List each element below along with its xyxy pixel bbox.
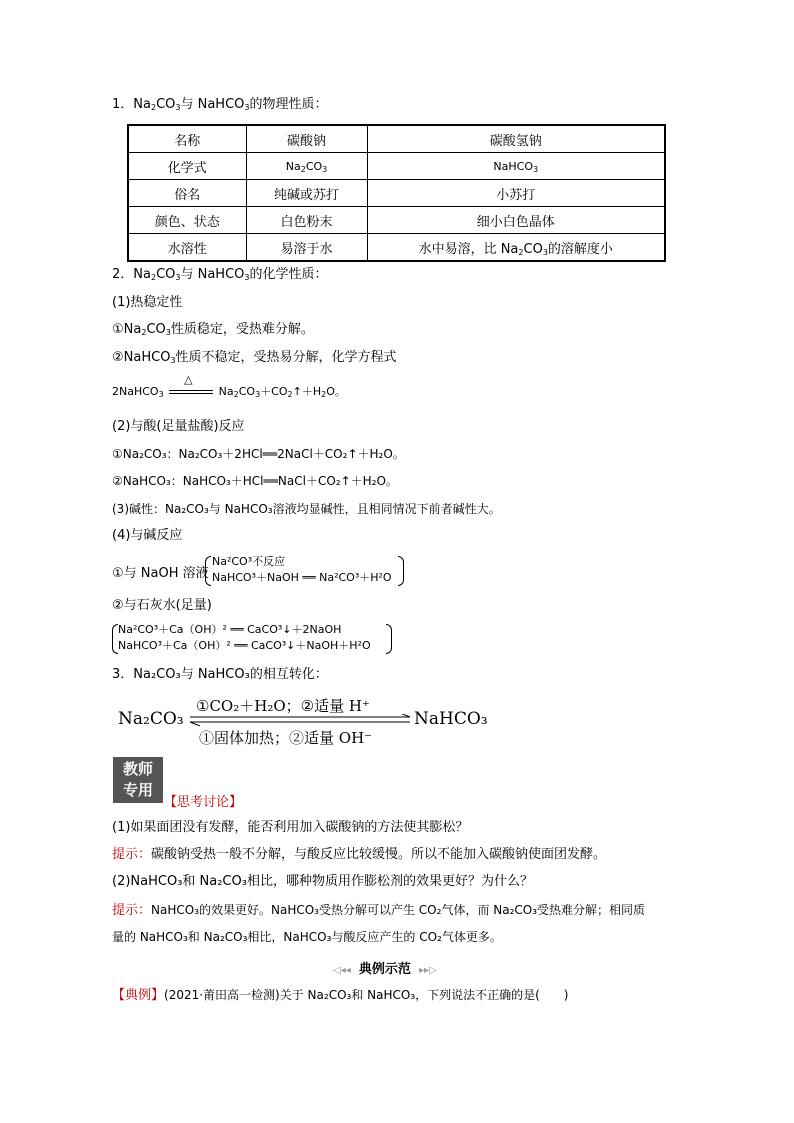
section-3-heading: 3．Na₂CO₃与 NaHCO₃的相互转化：: [112, 667, 328, 682]
table-row: [128, 180, 665, 207]
heat-condition-symbol: △: [184, 373, 193, 386]
badge-line-2: 专用: [122, 781, 153, 799]
heat-stability-title: (1)热稳定性: [112, 295, 183, 310]
naoh-reaction-1: Na²CO³不反应: [212, 555, 286, 568]
answer-2-line-2: 量的 NaHCO₃和 Na₂CO₃相比，NaHCO₃与酸反应产生的 CO₂气体更多。: [112, 930, 502, 944]
table-cell: 化学式: [128, 153, 246, 180]
hint-label: 提示：: [112, 903, 152, 918]
table-row: [128, 153, 665, 180]
table-cell: 易溶于水: [246, 234, 367, 262]
conversion-left: Na₂CO₃: [118, 709, 184, 729]
left-arrows-icon: ◁◂◂: [333, 965, 351, 976]
teacher-only-badge: [113, 757, 163, 803]
heat-line-2: ②NaHCO$_3$性质不稳定，受热易分解，化学方程式: [112, 350, 397, 365]
table-cell: 水溶性: [128, 234, 246, 262]
conversion-right: NaHCO₃: [414, 709, 488, 729]
example-line: 【典例】(2021·莆田高一检测)关于 Na₂CO₃和 NaHCO₃，下列说法不正确的是( ): [112, 988, 569, 1003]
table-cell: 细小白色晶体: [367, 207, 665, 234]
alkali-title: (4)与碱反应: [112, 528, 183, 543]
table-header-row: [128, 125, 665, 153]
table-row: [128, 207, 665, 234]
example-header: ◁◂◂ 典例示范 ▸▸▷: [333, 962, 437, 977]
table-header-cell: 碳酸钠: [246, 125, 367, 153]
naoh-reaction-2: NaHCO³＋NaOH ══ Na²CO³＋H²O: [212, 571, 392, 584]
equilibrium-arrow: [188, 714, 414, 726]
hint-label: 提示：: [112, 847, 152, 862]
table-cell: 水中易溶，比 $Na_2CO_3$的溶解度小: [367, 234, 665, 262]
table-cell: 纯碱或苏打: [246, 180, 367, 207]
table-cell: $Na_2CO_3$: [246, 153, 367, 180]
right-arrows-icon: ▸▸▷: [419, 965, 437, 976]
table-cell: 俗名: [128, 180, 246, 207]
conversion-top-condition: ①CO₂＋H₂O；②适量 H⁺: [196, 697, 370, 715]
naoh-brace-left: [205, 556, 211, 586]
lime-label: ②与石灰水(足量): [112, 598, 212, 613]
table-row: [128, 234, 665, 262]
heat-condition-arrow: [167, 373, 215, 398]
acid-line-1: ①Na₂CO₃：Na₂CO₃＋2HCl══2NaCl＋CO₂↑＋H₂O。: [112, 447, 405, 461]
table-cell: 小苏打: [367, 180, 665, 207]
discussion-tag: 【思考讨论】: [164, 795, 243, 810]
example-tag: 【典例】: [112, 988, 165, 1003]
acid-title: (2)与酸(足量盐酸)反应: [112, 419, 245, 434]
decomposition-equation: 2NaHCO$_3$ △ $Na_2CO_3+CO_2↑+H_2O$。: [112, 373, 346, 399]
table-cell: NaHCO$_3$: [367, 153, 665, 180]
section-1-heading: 1．$Na_2CO_3$与 NaHCO$_3$的物理性质：: [112, 97, 328, 112]
alkalinity-line: (3)碱性：Na₂CO₃与 NaHCO₃溶液均显碱性，且相同情况下前者碱性大。: [112, 502, 501, 516]
badge-line-1: 教师: [122, 760, 153, 778]
section-2-heading: 2．$Na_2CO_3$与 NaHCO$_3$的化学性质：: [112, 267, 328, 282]
properties-table: [127, 124, 666, 262]
question-2: (2)NaHCO₃和 Na₂CO₃相比，哪种物质用作膨松剂的效果更好？为什么？: [112, 874, 533, 889]
acid-line-2: ②NaHCO₃：NaHCO₃＋HCl══NaCl＋CO₂↑＋H₂O。: [112, 474, 398, 488]
table-cell: 白色粉末: [246, 207, 367, 234]
lime-reaction-2: NaHCO³＋Ca（OH）² ══ CaCO³↓＋NaOH＋H²O: [118, 639, 371, 652]
naoh-label: ①与 NaOH 溶液: [112, 566, 209, 581]
lime-reaction-1: Na²CO³＋Ca（OH）² ══ CaCO³↓＋2NaOH: [118, 623, 342, 636]
answer-2-line-1: 提示：NaHCO₃的效果更好。NaHCO₃受热分解可以产生 CO₂气体，而 Na₂CO₃受热难分解；相同质: [112, 903, 646, 918]
table-cell: 颜色、状态: [128, 207, 246, 234]
table-header-cell: 名称: [128, 125, 246, 153]
table-header-cell: 碳酸氢钠: [367, 125, 665, 153]
answer-1: 提示：碳酸钠受热一般不分解，与酸反应比较缓慢。所以不能加入碳酸钠使面团发酵。: [112, 847, 607, 862]
lime-brace-right: [386, 624, 392, 654]
heat-line-1: $①Na_2CO_3$性质稳定，受热难分解。: [112, 322, 314, 337]
naoh-brace-right: [398, 556, 404, 586]
conversion-bottom-condition: ①固体加热；②适量 OH⁻: [199, 729, 373, 747]
question-1: (1)如果面团没有发酵，能否利用加入碳酸钠的方法使其膨松？: [112, 820, 469, 835]
